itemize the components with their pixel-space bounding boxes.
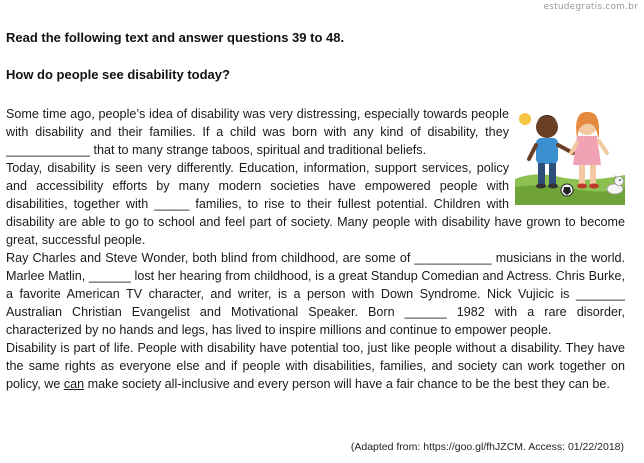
paragraph-4 — [6, 339, 625, 393]
underlined-word-can: can — [63, 377, 85, 391]
article-title: How do people see disability today? — [6, 67, 230, 82]
paragraph-1: Some time ago, people’s idea of disability was very distressing, especially towards people with disability and their families. If a child was born with any kind of disability, they ____________ that to many strange taboos, spiritual and traditional beliefs. — [6, 107, 509, 157]
paragraph-2: Today, disability is seen very differently. Education, information, support services, policy and accessibility efforts by many modern societies have empowered people with disabilities, together with _____ families, to rise to their fullest potential. Children with disability are able to go to school and feel part of society. Many people with disability have grown to become great, successful people. — [6, 161, 625, 247]
paragraph-3: Ray Charles and Steve Wonder, both blind from childhood, are some of ___________ musicians in the world. Marlee Matlin, ______ lost her hearing from childhood, is a great Standup Comedian and Actress. Chris Burke, a favorite American TV character, and writer, is a person with Down Syndrome. Nick Vujicic is _______ Australian Christian Evangelist and Motivational Speaker. Born ______ 1982 with a rare disorder, characterized by no hands and legs, has lived to inspire millions and continue to empower people. — [6, 251, 625, 337]
paragraph-4-text-end: make society all-inclusive and every person will have a fair chance to be the best they can be. — [84, 377, 610, 391]
instructions-heading: Read the following text and answer questions 39 to 48. — [6, 30, 345, 45]
source-citation: (Adapted from: https://goo.gl/fhJZCM. Access: 01/22/2018) — [350, 441, 624, 453]
paragraph-4-text-start: Disability is part of life. People with disability have potential too, just like people without a disability. They have the same rights as everyone else and if people with disabilities, families, and society can work together on policy, we — [6, 341, 625, 391]
children-illustration — [515, 105, 625, 205]
article-body — [6, 105, 625, 393]
site-watermark: estudegratis.com.br — [543, 2, 638, 12]
